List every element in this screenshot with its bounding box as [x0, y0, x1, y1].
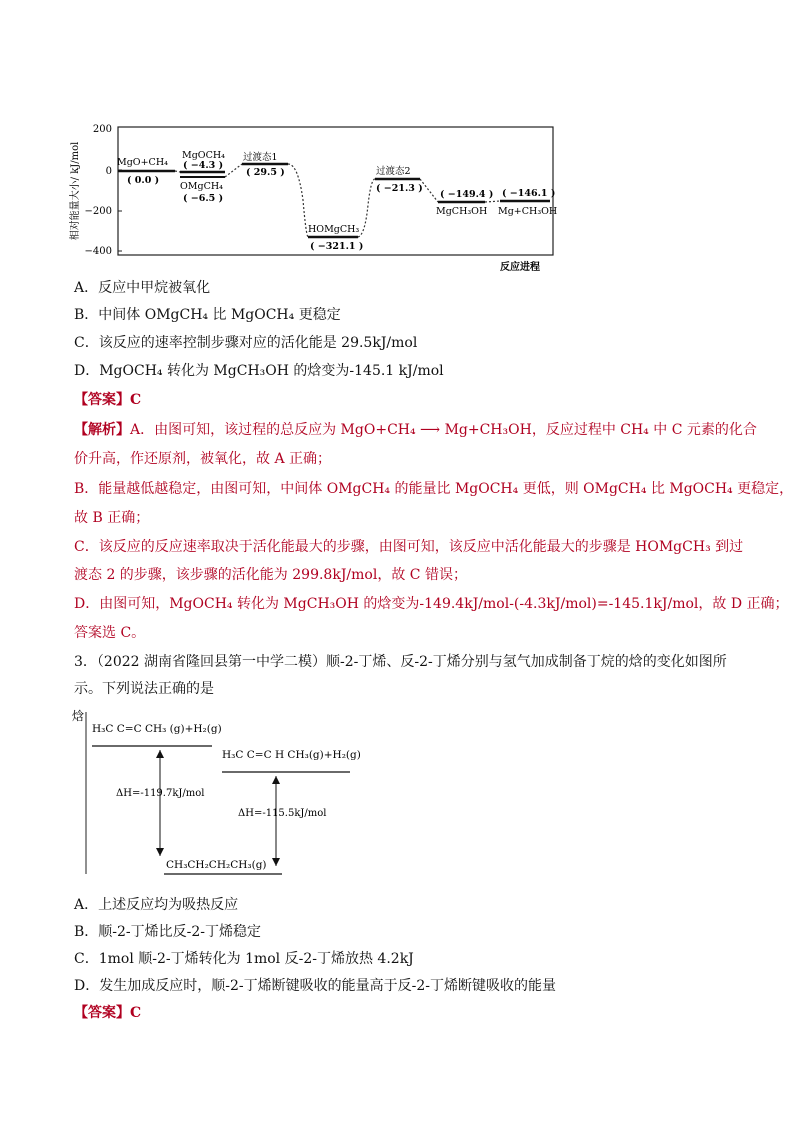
- state-name: 过渡态2: [376, 166, 411, 177]
- cis-butene-label: H₃C C=C CH₃ (g)+H₂(g): [92, 723, 222, 735]
- state-name: MgCH₃OH: [436, 206, 488, 217]
- analysis-c-line1: C．该反应的反应速率取决于活化能最大的步骤，由图可知，该反应中活化能最大的步骤是 HOMgCH₃ 到过: [74, 539, 744, 555]
- option-a: A．反应中甲烷被氧化: [74, 280, 211, 296]
- analysis-a-line1: [74, 418, 757, 442]
- y-axis-label: 相对能量大小/ kJ/mol: [70, 141, 81, 241]
- state-value: ( −21.3 ): [376, 183, 423, 194]
- q3-option-c: C．1mol 顺-2-丁烯转化为 1mol 反-2-丁烯放热 4.2kJ: [74, 951, 414, 967]
- state-name: OMgCH₄: [180, 181, 223, 192]
- state-name: HOMgCH₃: [308, 224, 360, 235]
- q3-stem-line1: 3．（2022 湖南省隆回县第一中学二模）顺-2-丁烯、反-2-丁烯分别与氢气加成制备丁烷的焓的变化如图所: [74, 654, 727, 670]
- y-tick: 200: [92, 124, 112, 135]
- q3-option-b: B．顺-2-丁烯比反-2-丁烯稳定: [74, 924, 262, 940]
- enthalpy-diagram: [70, 706, 380, 886]
- analysis-b-line2: 故 B 正确；: [74, 510, 150, 526]
- state-name: 过渡态1: [243, 152, 278, 163]
- q3-answer-label: 【答案】: [74, 1005, 130, 1021]
- dh2-label: ΔH=-115.5kJ/mol: [238, 808, 327, 819]
- x-axis-label: 反应进程: [500, 262, 540, 273]
- conclusion: 答案选 C。: [74, 625, 146, 641]
- state-value: ( 29.5 ): [246, 167, 285, 178]
- enthalpy-axis-label: 焓: [72, 709, 85, 723]
- trans-butene-label: H₃C C=C H CH₃(g)+H₂(g): [222, 749, 361, 761]
- q3-answer-value: C: [130, 1005, 142, 1021]
- state-value: ( −146.1 ): [502, 188, 556, 199]
- q3-option-d: D．发生加成反应时，顺-2-丁烯断键吸收的能量高于反-2-丁烯断键吸收的能量: [74, 978, 556, 994]
- state-name: Mg+CH₃OH: [498, 206, 558, 217]
- analysis-a-line2: 价升高，作还原剂，被氧化，故 A 正确；: [74, 451, 332, 467]
- option-c: C．该反应的速率控制步骤对应的活化能是 29.5kJ/mol: [74, 335, 418, 351]
- butane-label: CH₃CH₂CH₂CH₃(g): [166, 859, 267, 871]
- answer-value: C: [130, 392, 142, 408]
- state-value: ( −6.5 ): [183, 193, 224, 204]
- option-d: D．MgOCH₄ 转化为 MgCH₃OH 的焓变为-145.1 kJ/mol: [74, 363, 444, 379]
- y-tick: 0: [105, 166, 112, 177]
- state-value: ( −321.1 ): [310, 241, 364, 252]
- q3-answer-line: [74, 1001, 734, 1025]
- analysis-d: D．由图可知，MgOCH₄ 转化为 MgCH₃OH 的焓变为-149.4kJ/mol-(-4.3kJ/mol)=-145.1kJ/mol，故 D 正确；: [74, 596, 789, 612]
- dh1-label: ΔH=-119.7kJ/mol: [116, 788, 205, 799]
- analysis-a-text: A．由图可知，该过程的总反应为 MgO+CH₄ ⟶ Mg+CH₃OH，反应过程中 CH₄ 中 C 元素的化合: [130, 422, 757, 438]
- q3-option-a: A．上述反应均为吸热反应: [74, 897, 239, 913]
- answer-label: 【答案】: [74, 392, 130, 408]
- analysis-label: 【解析】: [74, 422, 130, 438]
- option-b: B．中间体 OMgCH₄ 比 MgOCH₄ 更稳定: [74, 307, 341, 323]
- analysis-c-line2: 渡态 2 的步骤，该步骤的活化能为 299.8kJ/mol，故 C 错误；: [74, 567, 467, 583]
- state-value: ( −149.4 ): [440, 189, 494, 200]
- analysis-b-line1: B．能量越低越稳定，由图可知，中间体 OMgCH₄ 的能量比 MgOCH₄ 更低，则 OMgCH₄ 比 MgOCH₄ 更稳定，: [74, 481, 794, 497]
- state-value: ( 0.0 ): [127, 175, 160, 186]
- state-name: MgO+CH₄: [117, 157, 168, 168]
- q3-stem-line2: 示。下列说法正确的是: [74, 681, 214, 697]
- state-value: ( −4.3 ): [183, 160, 224, 171]
- y-tick: −200: [84, 206, 112, 217]
- answer-line: [74, 388, 734, 412]
- energy-profile-diagram: [60, 115, 560, 275]
- y-tick: −400: [84, 246, 112, 257]
- state-name: MgOCH₄: [182, 150, 225, 161]
